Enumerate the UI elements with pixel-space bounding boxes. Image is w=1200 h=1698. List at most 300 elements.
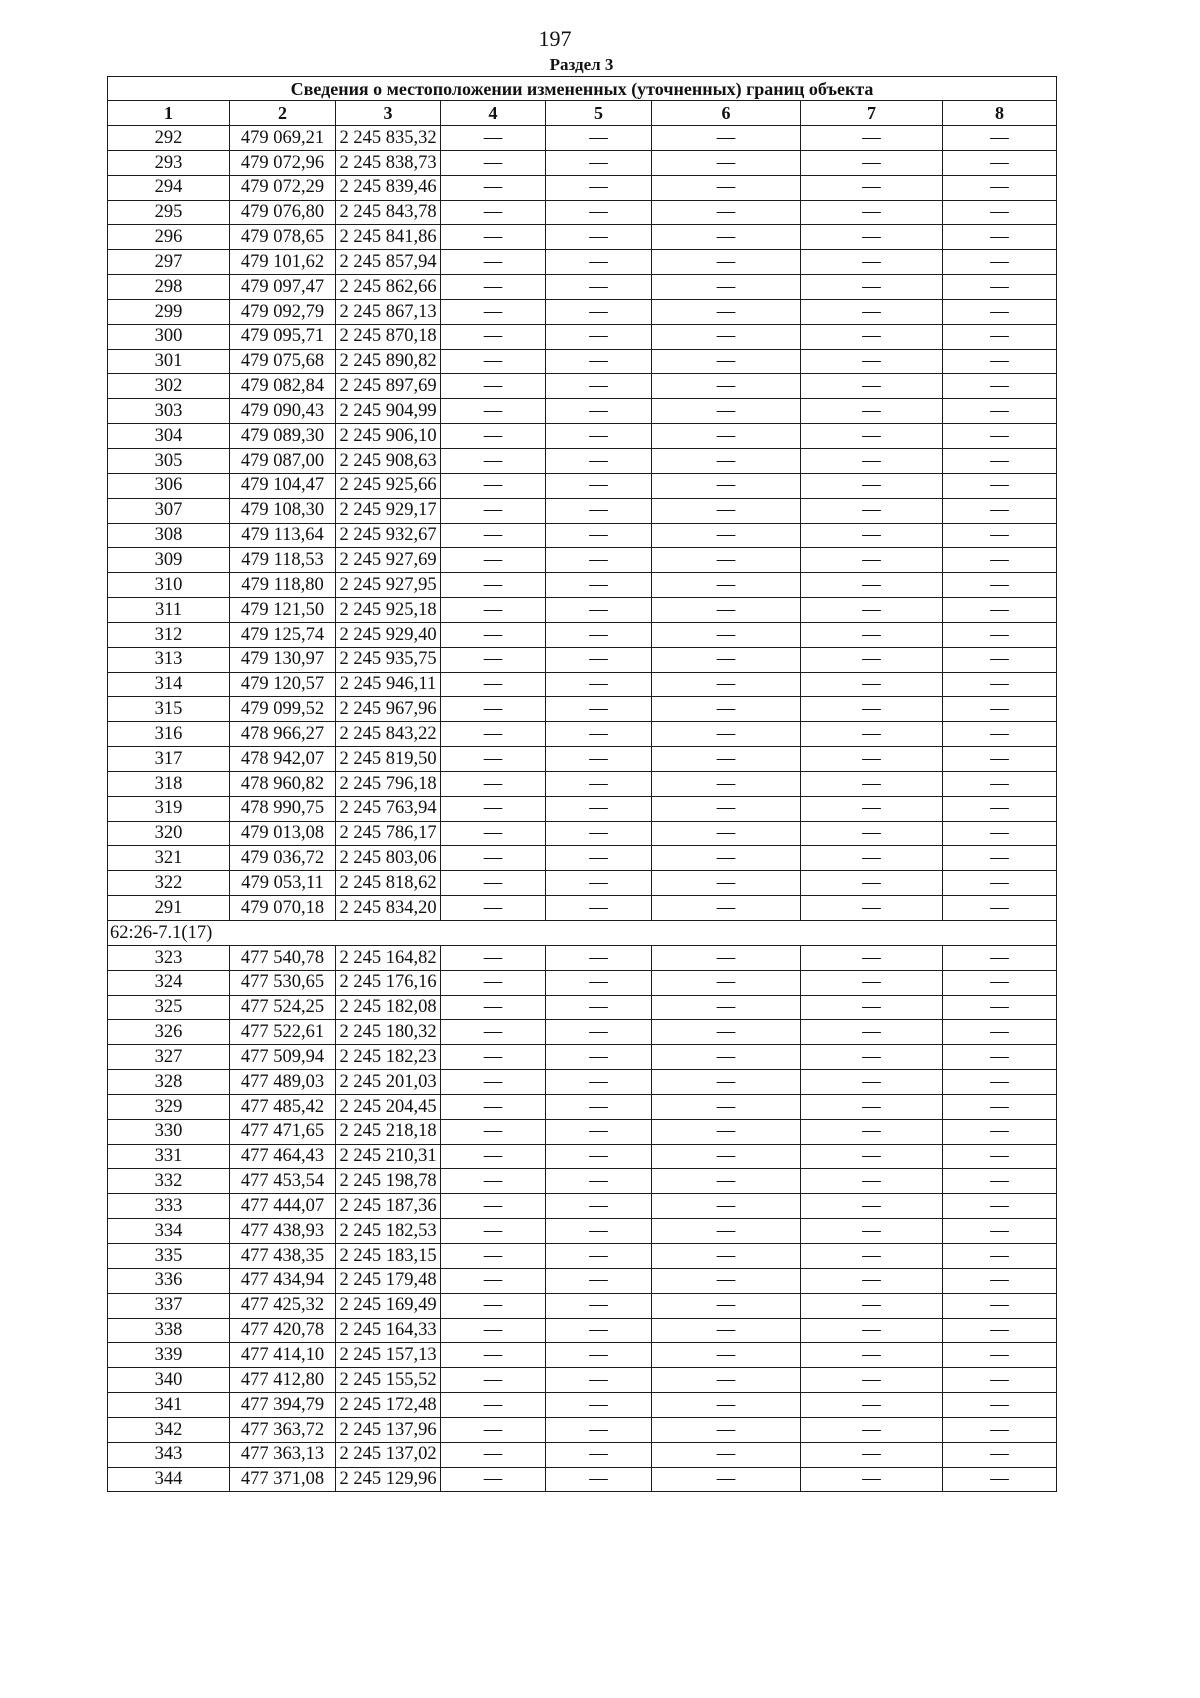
table-row [108, 722, 1057, 747]
table-row [108, 374, 1057, 399]
col-7-cell: — [801, 399, 943, 424]
col-5-cell: — [546, 622, 652, 647]
col-4-cell: — [441, 945, 546, 970]
point-number-cell: 295 [108, 200, 230, 225]
point-number-cell: 319 [108, 796, 230, 821]
table-row [108, 1467, 1057, 1492]
col-5-cell: — [546, 225, 652, 250]
col-4-cell: — [441, 1045, 546, 1070]
y-coordinate-cell: 2 245 867,13 [336, 299, 441, 324]
col-7-cell: — [801, 747, 943, 772]
y-coordinate-cell: 2 245 218,18 [336, 1119, 441, 1144]
table-row [108, 1169, 1057, 1194]
col-4-cell: — [441, 150, 546, 175]
y-coordinate-cell: 2 245 204,45 [336, 1094, 441, 1119]
point-number-cell: 342 [108, 1417, 230, 1442]
point-number-cell: 333 [108, 1194, 230, 1219]
col-4-cell: — [441, 1219, 546, 1244]
col-6-cell: — [652, 995, 801, 1020]
x-coordinate-cell: 477 371,08 [230, 1467, 336, 1492]
col-8-cell: — [943, 1268, 1057, 1293]
col-6-cell: — [652, 1070, 801, 1095]
col-6-cell: — [652, 548, 801, 573]
column-number-row [108, 101, 1057, 126]
col-5-cell: — [546, 1393, 652, 1418]
y-coordinate-cell: 2 245 198,78 [336, 1169, 441, 1194]
table-row [108, 573, 1057, 598]
col-5-cell: — [546, 747, 652, 772]
table-row [108, 225, 1057, 250]
col-5-cell: — [546, 1268, 652, 1293]
col-5-cell: — [546, 995, 652, 1020]
table-row [108, 424, 1057, 449]
table-caption-row [108, 77, 1057, 101]
col-5-cell: — [546, 200, 652, 225]
point-number-cell: 309 [108, 548, 230, 573]
table-row [108, 1194, 1057, 1219]
col-5-cell: — [546, 275, 652, 300]
point-number-cell: 320 [108, 821, 230, 846]
col-5-cell: — [546, 771, 652, 796]
point-number-cell: 341 [108, 1393, 230, 1418]
col-4-cell: — [441, 896, 546, 921]
col-6-cell: — [652, 523, 801, 548]
point-number-cell: 327 [108, 1045, 230, 1070]
x-coordinate-cell: 479 013,08 [230, 821, 336, 846]
y-coordinate-cell: 2 245 890,82 [336, 349, 441, 374]
col-7-cell: — [801, 1119, 943, 1144]
y-coordinate-cell: 2 245 172,48 [336, 1393, 441, 1418]
point-number-cell: 340 [108, 1368, 230, 1393]
point-number-cell: 317 [108, 747, 230, 772]
y-coordinate-cell: 2 245 967,96 [336, 697, 441, 722]
col-5-cell: — [546, 647, 652, 672]
point-number-cell: 297 [108, 250, 230, 275]
col-8-cell: — [943, 1417, 1057, 1442]
y-coordinate-cell: 2 245 932,67 [336, 523, 441, 548]
x-coordinate-cell: 479 118,80 [230, 573, 336, 598]
column-number-1: 1 [108, 101, 230, 126]
object-label-row [108, 921, 1057, 946]
col-6-cell: — [652, 647, 801, 672]
table-row [108, 548, 1057, 573]
col-4-cell: — [441, 299, 546, 324]
col-5-cell: — [546, 871, 652, 896]
col-5-cell: — [546, 796, 652, 821]
point-number-cell: 306 [108, 473, 230, 498]
col-8-cell: — [943, 1442, 1057, 1467]
col-5-cell: — [546, 1094, 652, 1119]
col-8-cell: — [943, 374, 1057, 399]
point-number-cell: 305 [108, 448, 230, 473]
table-row [108, 1144, 1057, 1169]
table-row [108, 622, 1057, 647]
col-7-cell: — [801, 548, 943, 573]
point-number-cell: 335 [108, 1243, 230, 1268]
table-row [108, 349, 1057, 374]
col-6-cell: — [652, 697, 801, 722]
x-coordinate-cell: 479 092,79 [230, 299, 336, 324]
col-6-cell: — [652, 1268, 801, 1293]
col-6-cell: — [652, 796, 801, 821]
col-4-cell: — [441, 647, 546, 672]
col-8-cell: — [943, 647, 1057, 672]
y-coordinate-cell: 2 245 857,94 [336, 250, 441, 275]
table-row [108, 821, 1057, 846]
point-number-cell: 332 [108, 1169, 230, 1194]
col-5-cell: — [546, 945, 652, 970]
table-row [108, 1268, 1057, 1293]
y-coordinate-cell: 2 245 157,13 [336, 1343, 441, 1368]
col-7-cell: — [801, 1144, 943, 1169]
col-8-cell: — [943, 1144, 1057, 1169]
col-7-cell: — [801, 573, 943, 598]
col-8-cell: — [943, 970, 1057, 995]
col-7-cell: — [801, 448, 943, 473]
table-row [108, 126, 1057, 151]
x-coordinate-cell: 479 078,65 [230, 225, 336, 250]
x-coordinate-cell: 479 097,47 [230, 275, 336, 300]
col-7-cell: — [801, 846, 943, 871]
col-4-cell: — [441, 1020, 546, 1045]
col-6-cell: — [652, 622, 801, 647]
col-7-cell: — [801, 200, 943, 225]
col-7-cell: — [801, 1293, 943, 1318]
point-number-cell: 303 [108, 399, 230, 424]
table-row [108, 672, 1057, 697]
col-8-cell: — [943, 1243, 1057, 1268]
col-6-cell: — [652, 722, 801, 747]
col-8-cell: — [943, 200, 1057, 225]
y-coordinate-cell: 2 245 927,95 [336, 573, 441, 598]
boundaries-table [107, 76, 1057, 1492]
x-coordinate-cell: 479 036,72 [230, 846, 336, 871]
col-5-cell: — [546, 175, 652, 200]
col-7-cell: — [801, 275, 943, 300]
col-8-cell: — [943, 498, 1057, 523]
col-7-cell: — [801, 1219, 943, 1244]
col-6-cell: — [652, 324, 801, 349]
col-5-cell: — [546, 1194, 652, 1219]
col-8-cell: — [943, 1219, 1057, 1244]
point-number-cell: 318 [108, 771, 230, 796]
col-4-cell: — [441, 598, 546, 623]
col-8-cell: — [943, 672, 1057, 697]
x-coordinate-cell: 479 082,84 [230, 374, 336, 399]
point-number-cell: 298 [108, 275, 230, 300]
col-6-cell: — [652, 448, 801, 473]
col-6-cell: — [652, 1194, 801, 1219]
y-coordinate-cell: 2 245 164,33 [336, 1318, 441, 1343]
col-7-cell: — [801, 1020, 943, 1045]
col-5-cell: — [546, 1467, 652, 1492]
y-coordinate-cell: 2 245 182,23 [336, 1045, 441, 1070]
y-coordinate-cell: 2 245 164,82 [336, 945, 441, 970]
x-coordinate-cell: 477 489,03 [230, 1070, 336, 1095]
col-8-cell: — [943, 473, 1057, 498]
x-coordinate-cell: 477 471,65 [230, 1119, 336, 1144]
col-7-cell: — [801, 374, 943, 399]
col-8-cell: — [943, 1393, 1057, 1418]
table-row [108, 1070, 1057, 1095]
col-8-cell: — [943, 523, 1057, 548]
col-5-cell: — [546, 250, 652, 275]
table-row [108, 1442, 1057, 1467]
x-coordinate-cell: 477 524,25 [230, 995, 336, 1020]
y-coordinate-cell: 2 245 897,69 [336, 374, 441, 399]
col-7-cell: — [801, 821, 943, 846]
col-4-cell: — [441, 796, 546, 821]
x-coordinate-cell: 477 394,79 [230, 1393, 336, 1418]
point-number-cell: 329 [108, 1094, 230, 1119]
point-number-cell: 296 [108, 225, 230, 250]
col-5-cell: — [546, 498, 652, 523]
point-number-cell: 334 [108, 1219, 230, 1244]
col-5-cell: — [546, 299, 652, 324]
col-7-cell: — [801, 945, 943, 970]
column-number-4: 4 [441, 101, 546, 126]
col-8-cell: — [943, 548, 1057, 573]
col-4-cell: — [441, 448, 546, 473]
point-number-cell: 302 [108, 374, 230, 399]
col-6-cell: — [652, 970, 801, 995]
table-row [108, 150, 1057, 175]
col-4-cell: — [441, 1194, 546, 1219]
col-8-cell: — [943, 622, 1057, 647]
table-row [108, 473, 1057, 498]
col-5-cell: — [546, 821, 652, 846]
col-7-cell: — [801, 1243, 943, 1268]
col-5-cell: — [546, 424, 652, 449]
col-7-cell: — [801, 1194, 943, 1219]
col-5-cell: — [546, 1293, 652, 1318]
col-4-cell: — [441, 349, 546, 374]
col-8-cell: — [943, 771, 1057, 796]
col-6-cell: — [652, 573, 801, 598]
point-number-cell: 339 [108, 1343, 230, 1368]
col-6-cell: — [652, 399, 801, 424]
col-6-cell: — [652, 1045, 801, 1070]
col-5-cell: — [546, 697, 652, 722]
col-8-cell: — [943, 150, 1057, 175]
x-coordinate-cell: 477 412,80 [230, 1368, 336, 1393]
x-coordinate-cell: 479 125,74 [230, 622, 336, 647]
col-7-cell: — [801, 175, 943, 200]
col-4-cell: — [441, 1467, 546, 1492]
col-7-cell: — [801, 647, 943, 672]
table-row [108, 945, 1057, 970]
col-8-cell: — [943, 1293, 1057, 1318]
col-8-cell: — [943, 747, 1057, 772]
col-5-cell: — [546, 1144, 652, 1169]
col-4-cell: — [441, 473, 546, 498]
col-7-cell: — [801, 299, 943, 324]
table-row [108, 1219, 1057, 1244]
col-6-cell: — [652, 299, 801, 324]
col-5-cell: — [546, 1343, 652, 1368]
point-number-cell: 330 [108, 1119, 230, 1144]
col-6-cell: — [652, 349, 801, 374]
col-4-cell: — [441, 523, 546, 548]
col-5-cell: — [546, 573, 652, 598]
col-6-cell: — [652, 1020, 801, 1045]
col-6-cell: — [652, 200, 801, 225]
col-5-cell: — [546, 548, 652, 573]
table-row [108, 275, 1057, 300]
y-coordinate-cell: 2 245 818,62 [336, 871, 441, 896]
point-number-cell: 307 [108, 498, 230, 523]
table-row [108, 1318, 1057, 1343]
point-number-cell: 338 [108, 1318, 230, 1343]
col-5-cell: — [546, 1020, 652, 1045]
table-row [108, 1393, 1057, 1418]
col-5-cell: — [546, 126, 652, 151]
col-4-cell: — [441, 374, 546, 399]
col-4-cell: — [441, 722, 546, 747]
col-8-cell: — [943, 722, 1057, 747]
point-number-cell: 344 [108, 1467, 230, 1492]
col-8-cell: — [943, 175, 1057, 200]
col-4-cell: — [441, 275, 546, 300]
y-coordinate-cell: 2 245 841,86 [336, 225, 441, 250]
x-coordinate-cell: 477 363,72 [230, 1417, 336, 1442]
col-5-cell: — [546, 1119, 652, 1144]
col-5-cell: — [546, 448, 652, 473]
col-8-cell: — [943, 896, 1057, 921]
col-4-cell: — [441, 846, 546, 871]
col-8-cell: — [943, 1318, 1057, 1343]
col-7-cell: — [801, 871, 943, 896]
col-7-cell: — [801, 150, 943, 175]
col-7-cell: — [801, 1268, 943, 1293]
col-7-cell: — [801, 697, 943, 722]
col-6-cell: — [652, 275, 801, 300]
table-row [108, 796, 1057, 821]
table-row [108, 1020, 1057, 1045]
table-row [108, 1293, 1057, 1318]
col-4-cell: — [441, 225, 546, 250]
y-coordinate-cell: 2 245 176,16 [336, 970, 441, 995]
table-row [108, 995, 1057, 1020]
col-8-cell: — [943, 945, 1057, 970]
table-row [108, 771, 1057, 796]
col-7-cell: — [801, 1368, 943, 1393]
x-coordinate-cell: 479 095,71 [230, 324, 336, 349]
col-5-cell: — [546, 722, 652, 747]
col-8-cell: — [943, 275, 1057, 300]
col-4-cell: — [441, 1243, 546, 1268]
y-coordinate-cell: 2 245 210,31 [336, 1144, 441, 1169]
point-number-cell: 292 [108, 126, 230, 151]
point-number-cell: 311 [108, 598, 230, 623]
x-coordinate-cell: 479 053,11 [230, 871, 336, 896]
column-number-2: 2 [230, 101, 336, 126]
x-coordinate-cell: 478 942,07 [230, 747, 336, 772]
col-8-cell: — [943, 349, 1057, 374]
table-caption: Сведения о местоположении измененных (уточненных) границ объекта [108, 77, 1057, 101]
col-6-cell: — [652, 374, 801, 399]
point-number-cell: 337 [108, 1293, 230, 1318]
table-row [108, 697, 1057, 722]
x-coordinate-cell: 477 530,65 [230, 970, 336, 995]
point-number-cell: 294 [108, 175, 230, 200]
table-row [108, 448, 1057, 473]
x-coordinate-cell: 479 090,43 [230, 399, 336, 424]
col-7-cell: — [801, 324, 943, 349]
col-6-cell: — [652, 1219, 801, 1244]
point-number-cell: 312 [108, 622, 230, 647]
col-8-cell: — [943, 126, 1057, 151]
point-number-cell: 310 [108, 573, 230, 598]
col-5-cell: — [546, 1219, 652, 1244]
col-6-cell: — [652, 473, 801, 498]
col-6-cell: — [652, 1293, 801, 1318]
col-7-cell: — [801, 523, 943, 548]
x-coordinate-cell: 477 434,94 [230, 1268, 336, 1293]
col-5-cell: — [546, 150, 652, 175]
x-coordinate-cell: 479 101,62 [230, 250, 336, 275]
point-number-cell: 326 [108, 1020, 230, 1045]
table-row [108, 250, 1057, 275]
col-6-cell: — [652, 821, 801, 846]
col-6-cell: — [652, 945, 801, 970]
col-4-cell: — [441, 250, 546, 275]
col-7-cell: — [801, 771, 943, 796]
col-8-cell: — [943, 225, 1057, 250]
col-6-cell: — [652, 126, 801, 151]
x-coordinate-cell: 477 438,93 [230, 1219, 336, 1244]
col-8-cell: — [943, 1343, 1057, 1368]
point-number-cell: 315 [108, 697, 230, 722]
x-coordinate-cell: 477 444,07 [230, 1194, 336, 1219]
x-coordinate-cell: 477 540,78 [230, 945, 336, 970]
col-5-cell: — [546, 324, 652, 349]
col-8-cell: — [943, 995, 1057, 1020]
point-number-cell: 314 [108, 672, 230, 697]
col-6-cell: — [652, 1442, 801, 1467]
x-coordinate-cell: 479 104,47 [230, 473, 336, 498]
col-5-cell: — [546, 1070, 652, 1095]
x-coordinate-cell: 479 120,57 [230, 672, 336, 697]
column-number-8: 8 [943, 101, 1057, 126]
y-coordinate-cell: 2 245 129,96 [336, 1467, 441, 1492]
y-coordinate-cell: 2 245 786,17 [336, 821, 441, 846]
table-row [108, 498, 1057, 523]
table-row [108, 970, 1057, 995]
col-4-cell: — [441, 399, 546, 424]
y-coordinate-cell: 2 245 137,02 [336, 1442, 441, 1467]
col-6-cell: — [652, 771, 801, 796]
col-8-cell: — [943, 1169, 1057, 1194]
x-coordinate-cell: 479 069,21 [230, 126, 336, 151]
table-row [108, 1243, 1057, 1268]
col-4-cell: — [441, 747, 546, 772]
col-5-cell: — [546, 896, 652, 921]
y-coordinate-cell: 2 245 179,48 [336, 1268, 441, 1293]
col-4-cell: — [441, 1417, 546, 1442]
col-4-cell: — [441, 498, 546, 523]
point-number-cell: 324 [108, 970, 230, 995]
col-6-cell: — [652, 175, 801, 200]
y-coordinate-cell: 2 245 187,36 [336, 1194, 441, 1219]
x-coordinate-cell: 477 420,78 [230, 1318, 336, 1343]
col-4-cell: — [441, 324, 546, 349]
col-5-cell: — [546, 399, 652, 424]
col-5-cell: — [546, 1368, 652, 1393]
col-7-cell: — [801, 970, 943, 995]
col-4-cell: — [441, 126, 546, 151]
col-6-cell: — [652, 1144, 801, 1169]
